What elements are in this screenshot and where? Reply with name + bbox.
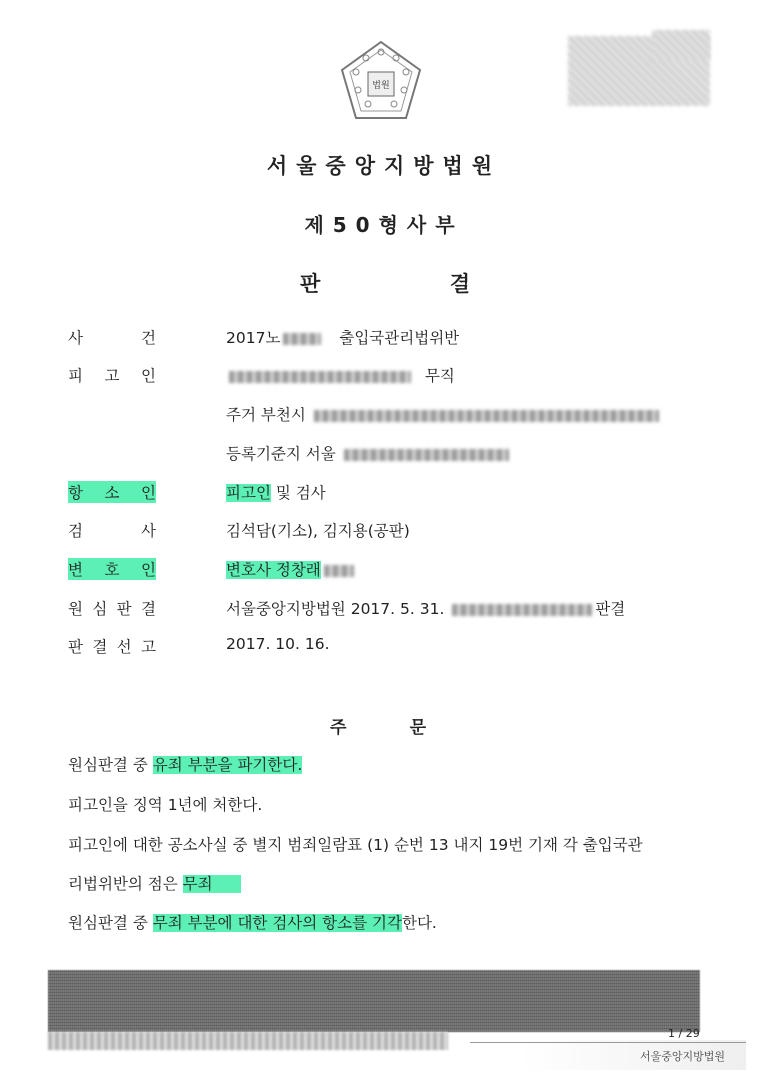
ruling-line-5: [68, 911, 437, 933]
address-label: 주거 부천시: [226, 406, 306, 424]
doc-type-char: 결: [449, 272, 470, 296]
original-judgment-court-date: 서울중앙지방법원 2017. 5. 31.: [226, 600, 445, 618]
value-defendant: [226, 364, 455, 386]
label-char: 변: [68, 561, 83, 579]
ruling-highlight: 무죄 부분에 대한 검사의 항소를 기각: [152, 914, 402, 932]
label-char: 호: [104, 561, 120, 579]
ruling-line-2: [68, 793, 262, 815]
ruling-title-char: 주: [330, 718, 347, 738]
label-appellant: [68, 481, 156, 503]
value-prosecutor: 김석담(기소), 김지용(공판): [226, 522, 410, 540]
ruling-text: 피고인을 징역 1년에 처한다.: [68, 796, 263, 814]
value-registration: [226, 442, 512, 464]
court-emblem-icon: [336, 38, 426, 122]
label-original-judgment: [68, 597, 156, 619]
footer-court-name: 서울중앙지방법원: [640, 1050, 726, 1063]
value-case: [226, 326, 459, 348]
ruling-text: 리법위반의 점은: [68, 875, 183, 893]
original-judgment-suffix: 판결: [595, 600, 626, 618]
footer-divider: [470, 1042, 746, 1043]
redacted-corner-box-top: [652, 30, 710, 60]
label-char: 사: [68, 329, 83, 347]
ruling-text: 원심판결 중: [68, 914, 153, 932]
ruling-title-char: 문: [409, 718, 426, 738]
court-name: 서울중앙지방법원: [266, 154, 502, 178]
redacted-footer-band: [48, 970, 700, 1032]
label-char: 항: [68, 484, 83, 502]
label-char: 인: [141, 367, 156, 385]
redacted-defendant-name: [229, 371, 411, 383]
label-attorney: [68, 558, 156, 580]
label-char: 인: [141, 484, 156, 502]
doc-type-char: 판: [300, 272, 321, 296]
value-attorney: [226, 558, 357, 580]
ruling-title: [330, 713, 426, 738]
redacted-case-number: [283, 333, 321, 345]
label-char: 사: [141, 522, 156, 540]
ruling-text: 한다.: [401, 914, 437, 932]
label-defendant: [68, 364, 156, 386]
label-char: 소: [104, 484, 120, 502]
ruling-highlight: 무죄: [183, 875, 241, 893]
label-char: 고: [104, 367, 120, 385]
appellant-highlight: 피고인: [226, 484, 271, 502]
division-name: 제50형사부: [304, 213, 464, 237]
redacted-original-case: [452, 604, 592, 616]
redacted-footer-band-lower: [48, 1032, 448, 1050]
value-address: [226, 403, 662, 425]
ruling-text: 원심판결 중: [68, 756, 153, 774]
ruling-line-3: [68, 833, 643, 855]
ruling-line-1: [68, 753, 302, 775]
appellant-suffix: 및 검사: [275, 484, 326, 502]
redacted-attorney-name: [324, 565, 354, 577]
case-name: 출입국관리법위반: [339, 329, 460, 347]
label-char: 원: [68, 600, 83, 618]
page-number: 1 / 29: [668, 1027, 700, 1040]
registration-label: 등록기준지 서울: [226, 445, 336, 463]
label-prosecutor: [68, 519, 156, 541]
redacted-address: [314, 410, 659, 422]
label-case: [68, 326, 156, 348]
defendant-occupation: 무직: [424, 367, 455, 385]
ruling-highlight: 유죄 부분을 파기한다.: [152, 756, 303, 774]
label-char: 건: [141, 329, 156, 347]
label-char: 선: [116, 638, 132, 656]
document-type: [300, 268, 470, 298]
value-original-judgment: [226, 597, 625, 619]
case-number: 2017노: [226, 329, 281, 347]
label-char: 판: [68, 638, 83, 656]
ruling-line-4: [68, 872, 241, 894]
label-verdict-date: [68, 635, 156, 657]
label-char: 심: [92, 600, 108, 618]
value-verdict-date: 2017. 10. 16.: [226, 635, 330, 653]
value-appellant: [226, 481, 326, 503]
attorney-name: 변호사 정창래: [226, 561, 321, 579]
emblem-label: 법원: [372, 81, 390, 91]
label-char: 결: [92, 638, 108, 656]
label-char: 피: [68, 367, 83, 385]
redacted-registration: [344, 449, 509, 461]
label-char: 인: [141, 561, 156, 579]
label-char: 판: [116, 600, 132, 618]
label-char: 결: [140, 600, 156, 618]
label-char: 검: [68, 522, 83, 540]
label-char: 고: [140, 638, 156, 656]
ruling-text: 피고인에 대한 공소사실 중 별지 범죄일람표 (1) 순번 13 내지 19번 기재 각 출입국관: [68, 836, 643, 854]
